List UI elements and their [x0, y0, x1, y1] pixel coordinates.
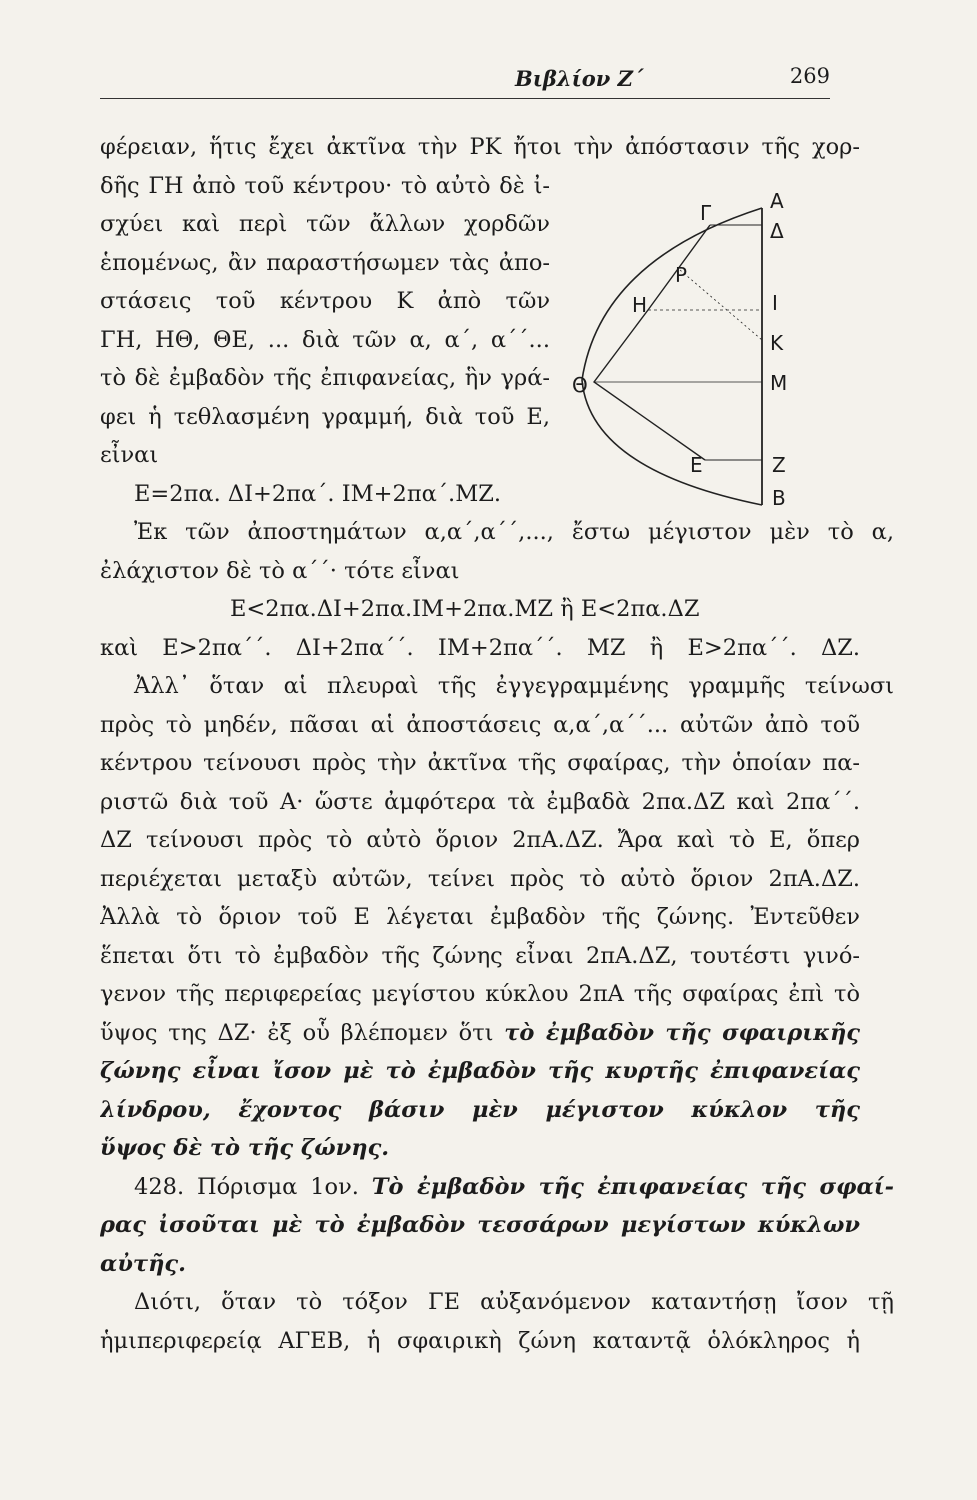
theorem-statement: ζώνης εἶναι ἴσον μὲ τὸ ἐμβαδὸν τῆς κυρτῆς ἐπιφανείας [100, 1058, 860, 1084]
text-line: ΔΖ τείνουσι πρὸς τὸ αὐτὸ ὅριον 2πΑ.ΔΖ. Ἄρα καὶ τὸ Ε, ὅπερ [100, 827, 860, 853]
text-line: ΓΗ, ΗΘ, ΘΕ, ... διὰ τῶν α, α΄, α΄΄... [100, 326, 550, 353]
text-line: εἶναι [100, 442, 159, 468]
corollary-statement: ρας ἰσοῦται μὲ τὸ ἐμβαδὸν τεσσάρων μεγίστων κύκλων [100, 1212, 860, 1238]
label-zeta: Ζ [772, 453, 786, 477]
text-line: φει ἡ τεθλασμένη γραμμή, διὰ τοῦ Ε, [100, 403, 550, 430]
label-eta: Η [632, 293, 648, 317]
text-line: Ἀλλὰ τὸ ὅριον τοῦ Ε λέγεται ἐμβαδὸν τῆς ζώνης. Ἐντεῦθεν [100, 904, 860, 930]
label-epsilon: Ε [690, 453, 703, 477]
running-head: Βιβλίον Ζ΄ [515, 66, 644, 91]
label-mu: Μ [770, 371, 788, 395]
text-span: ὕψος της ΔΖ· ἐξ οὗ βλέπομεν ὅτι [100, 1019, 494, 1046]
corollary-title: Πόρισμα 1ον. [196, 1173, 359, 1200]
formula-line: Ε<2πα.ΔΙ+2πα.ΙΜ+2πα.ΜΖ ἢ Ε<2πα.ΔΖ [230, 596, 700, 622]
text-line: σχύει καὶ περὶ τῶν ἄλλων χορδῶν [100, 211, 550, 237]
text-line: Διότι, ὅταν τὸ τόξον ΓΕ αὐξανόμενον καταντήσῃ ἴσον τῇ [134, 1289, 894, 1315]
text-line: φέρειαν, ἥτις ἔχει ἀκτῖνα τὴν ΡΚ ἤτοι τὴν ἀπόστασιν τῆς χορ- [100, 134, 860, 160]
corollary-line [100, 1168, 894, 1207]
text-line: πρὸς τὸ μηδέν, πᾶσαι αἱ ἀποστάσεις α,α΄,α΄΄... αὐτῶν ἀπὸ τοῦ [100, 711, 860, 738]
label-rho: Ρ [675, 263, 688, 287]
page-header [100, 58, 830, 99]
text-line: ἐλάχιστον δὲ τὸ α΄΄· τότε εἶναι [100, 557, 460, 584]
label-theta: Θ [572, 373, 588, 397]
body-text [100, 128, 894, 1360]
text-line: ἕπεται ὅτι τὸ ἐμβαδὸν τῆς ζώνης εἶναι 2πΑ.ΔΖ, τουτέστι γινό- [100, 942, 860, 969]
label-alpha: Α [770, 190, 784, 213]
label-iota: Ι [772, 291, 778, 315]
theorem-statement: τὸ ἐμβαδὸν τῆς σφαιρικῆς [504, 1019, 860, 1046]
corollary-statement: Τὸ ἐμβαδὸν τῆς ἐπιφανείας τῆς σφαί- [371, 1173, 894, 1200]
text-line [100, 1014, 860, 1053]
text-line: στάσεις τοῦ κέντρου Κ ἀπὸ τῶν [100, 288, 550, 314]
text-line: δῆς ΓΗ ἀπὸ τοῦ κέντρου· τὸ αὐτὸ δὲ ἰ- [100, 172, 550, 199]
text-line: περιέχεται μεταξὺ αὐτῶν, τείνει πρὸς τὸ αὐτὸ ὅριον 2πΑ.ΔΖ. [100, 865, 860, 892]
label-delta: Δ [770, 219, 784, 243]
text-line: κέντρου τείνουσι πρὸς τὴν ἀκτῖνα τῆς σφαίρας, τὴν ὁποίαν πα- [100, 750, 860, 776]
theorem-statement: ὕψος δὲ τὸ τῆς ζώνης. [100, 1135, 390, 1161]
corollary-statement: αὐτῆς. [100, 1250, 186, 1277]
theorem-statement: λίνδρου, ἔχοντος βάσιν μὲν μέγιστον κύκλον τῆς [100, 1096, 860, 1123]
text-line: τὸ δὲ ἐμβαδὸν τῆς ἐπιφανείας, ἣν γρά- [100, 365, 550, 391]
page-number: 269 [789, 64, 830, 88]
text-line: ἑπομένως, ἂν παραστήσωμεν τὰς ἀπο- [100, 249, 550, 276]
text-line: ριστῶ διὰ τοῦ Α· ὥστε ἀμφότερα τὰ ἐμβαδὰ 2πα.ΔΖ καὶ 2πα΄΄. [100, 788, 860, 815]
formula-line: καὶ Ε>2πα΄΄. ΔΙ+2πα΄΄. ΙΜ+2πα΄΄. ΜΖ ἢ Ε>2πα΄΄. ΔΖ. [100, 634, 860, 661]
label-beta: Β [772, 486, 786, 510]
formula-line: Ε=2πα. ΔΙ+2πα΄. ΙΜ+2πα΄.ΜΖ. [134, 480, 502, 507]
text-line: γενον τῆς περιφερείας μεγίστου κύκλου 2πΑ τῆς σφαίρας ἐπὶ τὸ [100, 981, 860, 1007]
text-line: Ἀλλ᾽ ὅταν αἱ πλευραὶ τῆς ἐγγεγραμμένης γραμμῆς τείνωσι [134, 673, 894, 699]
section-number: 428. [134, 1173, 185, 1200]
text-line: ἡμιπεριφερείᾳ ΑΓΕΒ, ἡ σφαιρικὴ ζώνη καταντᾷ ὁλόκληρος ἡ [100, 1327, 860, 1354]
label-kappa: Κ [770, 331, 784, 355]
label-gamma: Γ [700, 201, 712, 225]
text-line: Ἐκ τῶν ἀποστημάτων α,α΄,α΄΄,..., ἔστω μέγιστον μὲν τὸ α, [134, 519, 894, 545]
